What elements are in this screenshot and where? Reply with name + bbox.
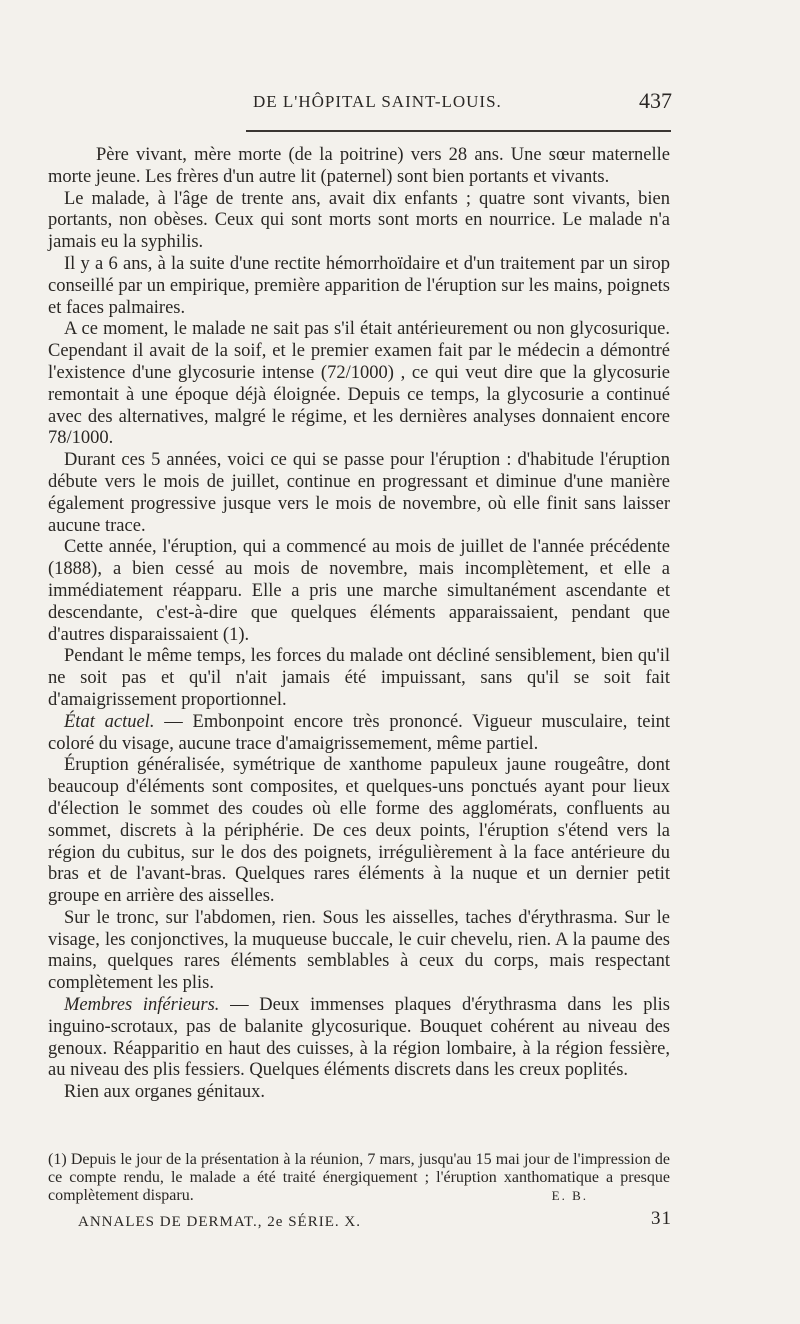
footnote <box>48 1151 670 1205</box>
paragraph-text: — Embonpoint encore très prononcé. Vigueur musculaire, teint coloré du visage, aucune trace d'amaigrissemement, même partiel. <box>48 711 670 754</box>
paragraph: Cette année, l'éruption, qui a commencé au mois de juillet de l'année précédente (1888), a bien cessé au mois de novembre, mais incomplètement, et elle a immédiatement réapparu. Elle a pris une marche simultanément ascendante et descendante, c'est-à-dire que quelques éléments apparaissaient, pendant que d'autres disparaissaient (1). <box>48 537 670 645</box>
paragraph-text: — Deux immenses plaques d'érythrasma dans les plis inguino-scrotaux, pas de balanite glycosurique. Bouquet cohérent au niveau des genoux. Réapparitio en haut des cuisses, à la région lombaire, à la région fessière, au niveau des plis fessiers. Quelques éléments discrets dans les creux poplités. <box>48 995 670 1081</box>
journal-line: ANNALES DE DERMAT., 2e SÉRIE. X. <box>78 1214 361 1230</box>
paragraph: Le malade, à l'âge de trente ans, avait dix enfants ; quatre sont vivants, bien portants, non obèses. Ceux qui sont morts sont morts en nourrice. Le malade n'a jamais eu la syphilis. <box>48 188 670 253</box>
body-text <box>48 145 670 1104</box>
section-label: État actuel. <box>64 711 155 732</box>
section-label: Membres inférieurs. <box>64 995 220 1016</box>
paragraph: Il y a 6 ans, à la suite d'une rectite hémorrhoïdaire et d'un traitement par un sirop conseillé par un empirique, première apparition de l'éruption sur les mains, poignets et faces palmaires. <box>48 253 670 318</box>
paragraph: A ce moment, le malade ne sait pas s'il était antérieurement ou non glycosurique. Cependant il avait de la soif, et le premier examen fait par le médecin a démontré l'existence d'une glycosurie intense (72/1000) , ce qui veut dire que la glycosurie remontait à une époque déjà éloignée. Depuis ce temps, la glycosurie a continué avec des alternatives, malgré le régime, et les dernières analyses donnaient encore 78/1000. <box>48 319 670 449</box>
footnote-text <box>48 1151 670 1205</box>
paragraph: Pendant le même temps, les forces du malade ont décliné sensiblement, bien qu'il ne soit pas et qu'il n'ait jamais été impuissant, sans qu'il se soit fait d'amaigrissement proportionnel. <box>48 646 670 710</box>
paragraph: Sur le tronc, sur l'abdomen, rien. Sous les aisselles, taches d'érythrasma. Sur le visage, les conjonctives, la muqueuse buccale, le cuir chevelu, rien. A la paume des mains, quelques rares éléments semblables à ceux du corps, mais respectant complètement les plis. <box>48 907 670 994</box>
paragraph: Rien aux organes génitaux. <box>64 1082 266 1103</box>
header-rule <box>246 130 671 132</box>
footnote-body: (1) Depuis le jour de la présentation à la réunion, 7 mars, jusqu'au 15 mai jour de l'impression de ce compte rendu, le malade a été traité énergiquement ; l'éruption xanthomatique a presque complètement disparu. <box>48 1151 670 1204</box>
page-number: 437 <box>639 88 672 113</box>
footnote-initials: E. B. <box>551 1188 588 1203</box>
running-title: DE L'HÔPITAL SAINT-LOUIS. <box>253 92 502 111</box>
paragraph: Durant ces 5 années, voici ce qui se passe pour l'éruption : d'habitude l'éruption débute vers le mois de juillet, continue en progressant et diminue d'une manière également progressive jusque vers le mois de novembre, où elle finit sans laisser aucune trace. <box>48 450 670 536</box>
paragraph-etat-actuel <box>48 712 670 756</box>
paragraph: Père vivant, mère morte (de la poitrine) vers 28 ans. Une sœur maternelle morte jeune. Les frères d'un autre lit (paternel) sont bien portants et vivants. <box>48 145 670 187</box>
paragraph-membres-inferieurs <box>48 995 670 1082</box>
page-footer <box>48 1208 672 1234</box>
signature-mark: 31 <box>651 1208 672 1229</box>
page-header <box>48 88 672 118</box>
paragraph: Éruption généralisée, symétrique de xanthome papuleux jaune rougeâtre, dont beaucoup d'éléments sont composites, et quelques-uns ponctués ayant pour lieux d'élection le sommet des coudes où elle forme des agglomérats, confluents au sommet, discrets à la périphérie. De ces deux points, l'éruption s'étend vers la région du cubitus, sur le dos des poignets, irrégulièrement à la face antérieure du bras et de l'avant-bras. Quelques rares éléments à la nuque et un dernier petit groupe en arrière des aisselles. <box>48 755 670 907</box>
